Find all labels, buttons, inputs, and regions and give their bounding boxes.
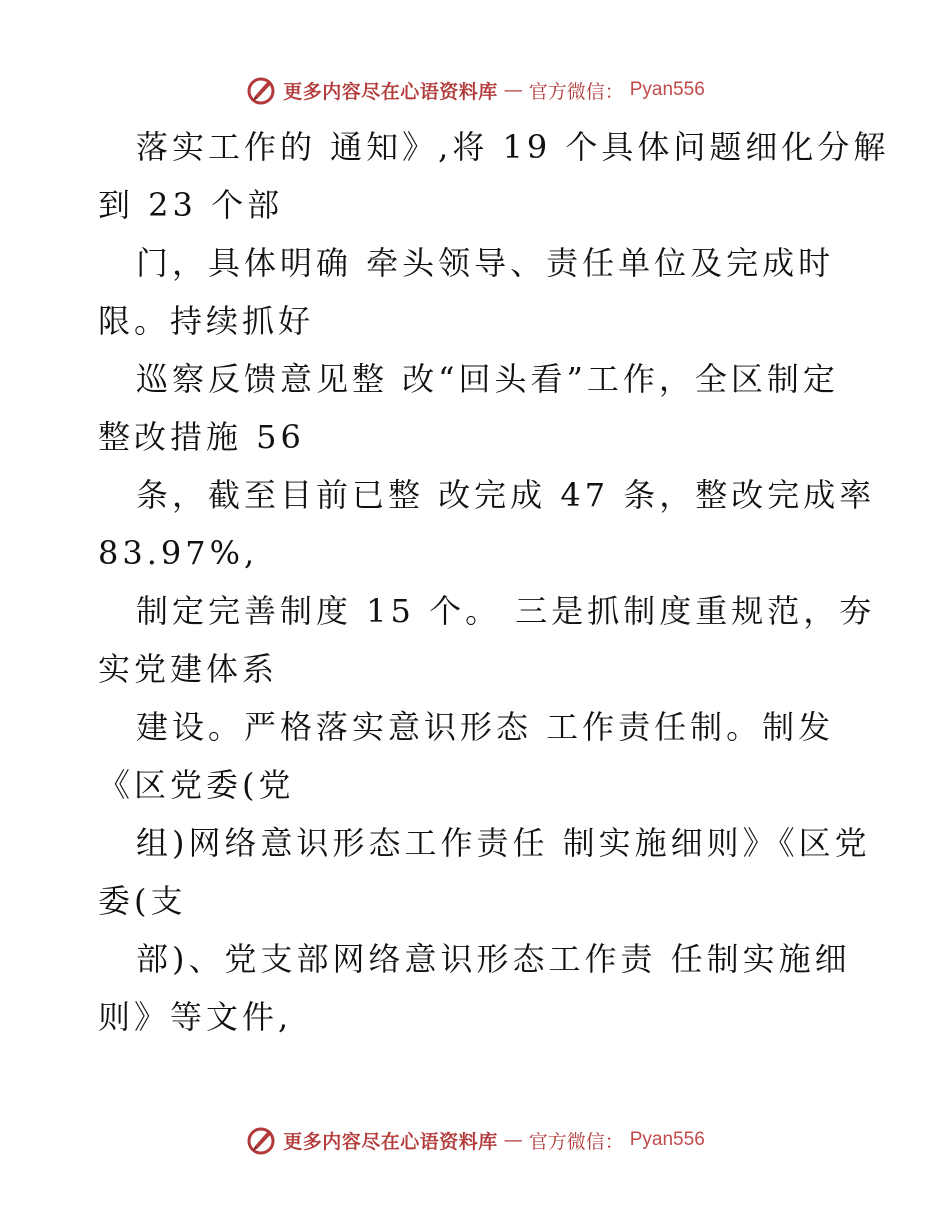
- body-line-9: 制定完善制度 15 个。 三是抓制度重规范，夯: [136, 592, 876, 630]
- watermark-wechat-id: Pyan556: [629, 1129, 705, 1150]
- body-line-12: 《区党委(党: [98, 766, 295, 804]
- document-body: [98, 118, 890, 1046]
- watermark-separator: —: [503, 79, 523, 101]
- watermark-wechat-id: Pyan556: [629, 79, 705, 100]
- watermark-site-name: 更多内容尽在心语资料库: [283, 1130, 498, 1153]
- watermark-official-label: 官方微信：: [528, 1130, 624, 1153]
- body-line-16: 则》等文件,: [98, 998, 293, 1036]
- watermark-separator: —: [503, 1129, 523, 1151]
- body-line-1: 落实工作的 通知》,将 19 个具体问题细化分解: [136, 128, 890, 166]
- quill-logo-icon: [245, 74, 277, 106]
- watermark-official-label: 官方微信：: [528, 80, 624, 103]
- body-line-13: 组)网络意识形态工作责任 制实施细则》《区党: [136, 824, 871, 862]
- header-watermark: [0, 72, 950, 108]
- body-line-5: 巡察反馈意见整 改“回头看”工作，全区制定: [136, 360, 839, 398]
- body-line-7: 条，截至目前已整 改完成 47 条，整改完成率: [136, 476, 876, 514]
- body-line-8: 83.97%,: [98, 534, 259, 572]
- quill-logo-icon: [245, 1124, 277, 1156]
- watermark-site-name: 更多内容尽在心语资料库: [283, 80, 498, 103]
- body-line-10: 实党建体系: [98, 650, 279, 688]
- body-line-3: 门，具体明确 牵头领导、责任单位及完成时: [136, 244, 835, 282]
- footer-watermark: [0, 1122, 950, 1158]
- body-line-2: 到 23 个部: [98, 186, 284, 224]
- body-line-4: 限。持续抓好: [98, 302, 315, 340]
- body-line-15: 部)、党支部网络意识形态工作责 任制实施细: [136, 940, 851, 978]
- body-line-14: 委(支: [98, 882, 187, 920]
- body-line-11: 建设。严格落实意识形态 工作责任制。制发: [136, 708, 835, 746]
- body-line-6: 整改措施 56: [98, 418, 305, 456]
